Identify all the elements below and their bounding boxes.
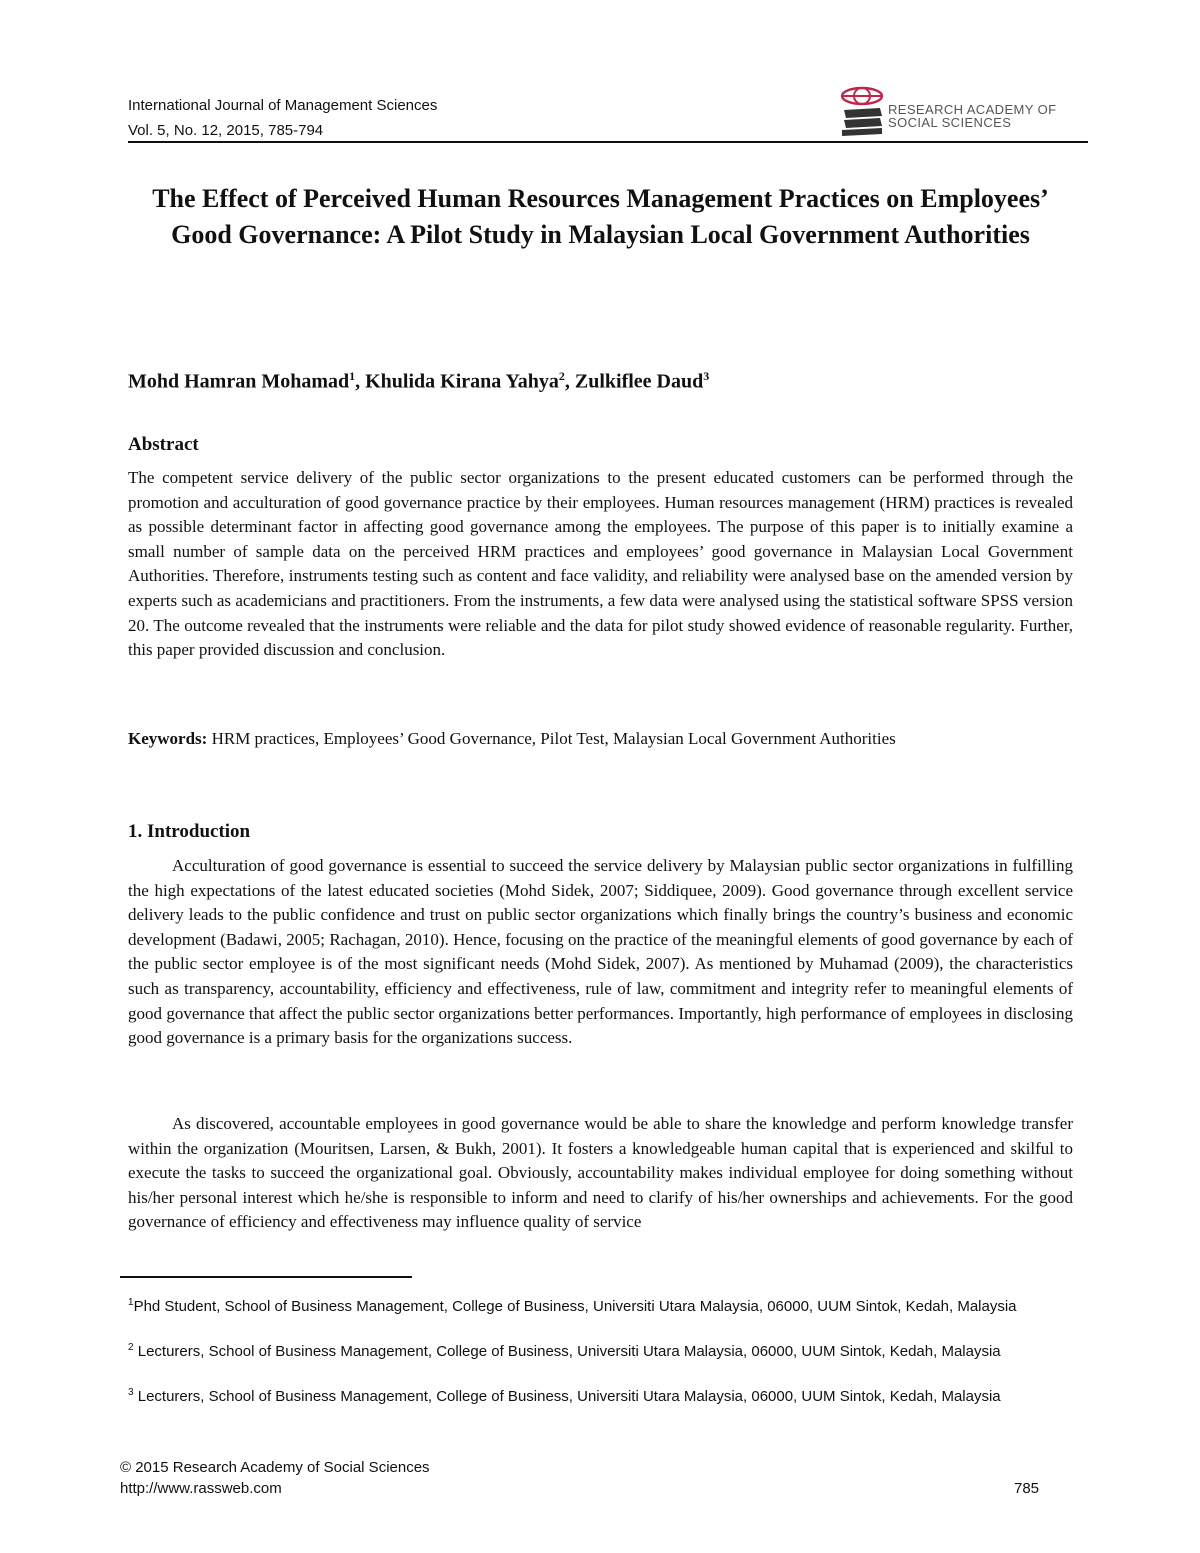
author-name: Mohd Hamran Mohamad	[128, 370, 350, 393]
copyright-notice: © 2015 Research Academy of Social Sciences	[120, 1459, 430, 1476]
journal-name: International Journal of Management Sciences	[128, 97, 438, 114]
footnote-rule	[120, 1276, 412, 1278]
author-affiliation-mark: 3	[703, 369, 710, 383]
author-separator: ,	[564, 370, 575, 393]
author-separator: ,	[355, 370, 366, 393]
footnote-number: 1	[128, 1297, 134, 1308]
footnote	[128, 1292, 1073, 1319]
introduction-paragraph: As discovered, accountable employees in good governance would be able to share the knowledge and perform knowledge transfer within the organization (Mouritsen, Larsen, & Bukh, 2001). It fosters a knowledgeable human capital that is experienced and skilful to execute the tasks to succeed the organizational goal. Obviously, accountability makes individual employee for doing something without his/her personal interest which he/she is responsible to inform and need to clarify of his/her ownerships and achievements. For the good governance of efficiency and effectiveness may influence quality of service	[128, 1114, 1073, 1232]
publisher-name-line2: SOCIAL SCIENCES	[888, 115, 1012, 130]
footnote-text: Phd Student, School of Business Management, College of Business, Universiti Utara Malaysia, 06000, UUM Sintok, Kedah, Malaysia	[133, 1298, 1017, 1315]
footnote	[128, 1382, 1073, 1409]
publisher-name-line1: RESEARCH ACADEMY OF	[888, 102, 1057, 117]
author-name: Zulkiflee Daud	[574, 370, 704, 393]
journal-volume: Vol. 5, No. 12, 2015, 785-794	[128, 122, 324, 139]
author-affiliation-mark: 2	[558, 369, 565, 383]
header-rule	[128, 141, 1088, 143]
website-link[interactable]: http://www.rassweb.com	[120, 1480, 282, 1497]
globe-book-logo-icon	[838, 86, 886, 140]
introduction-paragraph: Acculturation of good governance is essential to succeed the service delivery by Malaysian public sector organizations in fulfilling the high expectations of the latest educated societies (Mohd Sidek, 2007; Siddiquee, 2009). Good governance through excellent service delivery leads to the public confidence and trust on public sector organizations which finally brings the country’s business and economic development (Badawi, 2005; Rachagan, 2010). Hence, focusing on the practice of the meaningful elements of good governance by each of the public sector employee is of the most significant needs (Mohd Sidek, 2007). As mentioned by Muhamad (2009), the characteristics such as transparency, accountability, efficiency and effectiveness, rule of law, commitment and integrity refer to meaningful elements of good governance that affect the public sector organizations better performances. Importantly, high performance of employees in disclosing good governance is a primary basis for the organizations success.	[128, 856, 1073, 1048]
author-affiliation-mark: 1	[349, 369, 356, 383]
footnote-number: 3	[128, 1387, 134, 1398]
footnote-text: Lecturers, School of Business Management, College of Business, Universiti Utara Malaysia, 06000, UUM Sintok, Kedah, Malaysia	[133, 1388, 1001, 1405]
keywords-label: Keywords:	[128, 729, 208, 748]
footnote-text: Lecturers, School of Business Management, College of Business, Universiti Utara Malaysia, 06000, UUM Sintok, Kedah, Malaysia	[133, 1343, 1001, 1360]
paper-title: The Effect of Perceived Human Resources Management Practices on Employees’ Good Governance: A Pilot Study in Malaysian Local Government Authorities	[152, 184, 1049, 249]
publisher-logo	[838, 86, 1088, 140]
page-number: 785	[1014, 1480, 1040, 1497]
footnote	[128, 1337, 1073, 1364]
author-name: Khulida Kirana Yahya	[365, 370, 559, 393]
abstract-heading: Abstract	[128, 434, 199, 455]
keywords	[128, 727, 1073, 752]
keywords-text: HRM practices, Employees’ Good Governance, Pilot Test, Malaysian Local Government Authorities	[207, 729, 896, 748]
section-heading-introduction: 1. Introduction	[128, 821, 251, 842]
footnote-number: 2	[128, 1342, 134, 1353]
author-list	[128, 363, 709, 395]
abstract-text: The competent service delivery of the public sector organizations to the present educated customers can be performed through the promotion and acculturation of good governance practice by their employees. Human resources management (HRM) practices is revealed as possible determinant factor in affecting good governance among the employees. The purpose of this paper is to initially examine a small number of sample data on the perceived HRM practices and employees’ good governance in Malaysian Local Government Authorities. Therefore, instruments testing such as content and face validity, and reliability were analysed base on the amended version by experts such as academicians and practitioners. From the instruments, a few data were analysed using the statistical software SPSS version 20. The outcome revealed that the instruments were reliable and the data for pilot study showed evidence of reasonable regularity. Further, this paper provided discussion and conclusion.	[128, 468, 1073, 660]
publisher-name	[888, 103, 1056, 129]
